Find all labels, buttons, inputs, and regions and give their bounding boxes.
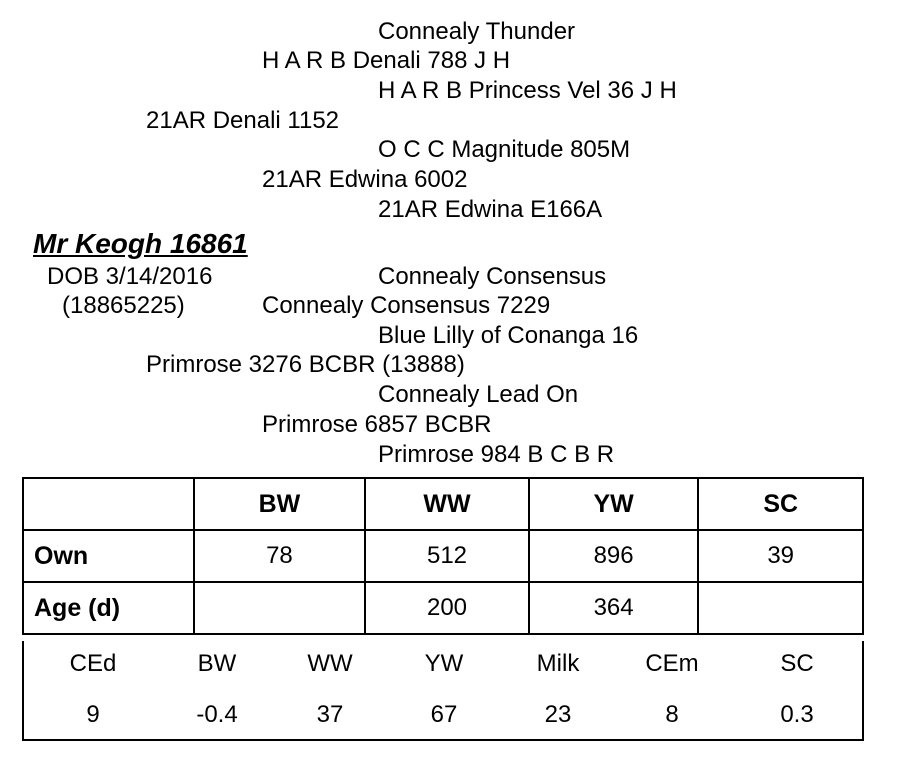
age-yw: 364 <box>529 582 699 634</box>
epd-value-bw: -0.4 <box>196 701 238 728</box>
own-ww: 512 <box>365 530 529 582</box>
table-row <box>23 582 863 634</box>
epd-section <box>22 641 864 741</box>
header-sc: SC <box>698 478 863 530</box>
epd-label-bw: BW <box>197 650 237 677</box>
sire: 21AR Denali 1152 <box>146 107 340 134</box>
dam-dam-dam: Primrose 984 B C B R <box>378 441 615 468</box>
sire-dam-dam: 21AR Edwina E166A <box>378 196 603 223</box>
age-ww: 200 <box>365 582 529 634</box>
age-bw <box>194 582 366 634</box>
performance-table <box>22 477 864 635</box>
dam-sire-sire: Connealy Consensus <box>378 263 607 290</box>
age-sc <box>698 582 863 634</box>
table-header-row <box>23 478 863 530</box>
epd-value-ww: 37 <box>316 701 344 728</box>
own-sc: 39 <box>698 530 863 582</box>
header-yw: YW <box>529 478 699 530</box>
row-label-own: Own <box>23 530 194 582</box>
header-blank-cell <box>23 478 194 530</box>
epd-value-ced: 9 <box>86 701 100 728</box>
sire-sire-dam: H A R B Princess Vel 36 J H <box>378 77 677 104</box>
epd-label-ced: CEd <box>69 650 117 677</box>
date-of-birth: DOB 3/14/2016 <box>47 263 213 290</box>
sire-dam-sire: O C C Magnitude 805M <box>378 136 631 163</box>
registration-number: (18865225) <box>62 292 185 319</box>
epd-value-sc: 0.3 <box>780 701 814 728</box>
dam-dam: Primrose 6857 BCBR <box>262 411 492 438</box>
sire-sire-sire: Connealy Thunder <box>378 18 576 45</box>
epd-value-yw: 67 <box>430 701 458 728</box>
epd-label-sc: SC <box>780 650 814 677</box>
row-label-age: Age (d) <box>23 582 194 634</box>
epd-label-cem: CEm <box>645 650 699 677</box>
own-bw: 78 <box>194 530 366 582</box>
dam: Primrose 3276 BCBR (13888) <box>146 351 465 378</box>
header-bw: BW <box>194 478 366 530</box>
dam-sire-dam: Blue Lilly of Conanga 16 <box>378 322 639 349</box>
table-row <box>23 530 863 582</box>
dam-dam-sire: Connealy Lead On <box>378 381 579 408</box>
sire-sire: H A R B Denali 788 J H <box>262 47 511 74</box>
dam-sire: Connealy Consensus 7229 <box>262 292 551 319</box>
epd-label-yw: YW <box>424 650 464 677</box>
animal-name: Mr Keogh 16861 <box>33 228 248 259</box>
sire-dam: 21AR Edwina 6002 <box>262 166 468 193</box>
epd-value-cem: 8 <box>665 701 679 728</box>
header-ww: WW <box>365 478 529 530</box>
own-yw: 896 <box>529 530 699 582</box>
epd-value-milk: 23 <box>544 701 572 728</box>
epd-label-ww: WW <box>307 650 353 677</box>
epd-label-milk: Milk <box>536 650 580 677</box>
